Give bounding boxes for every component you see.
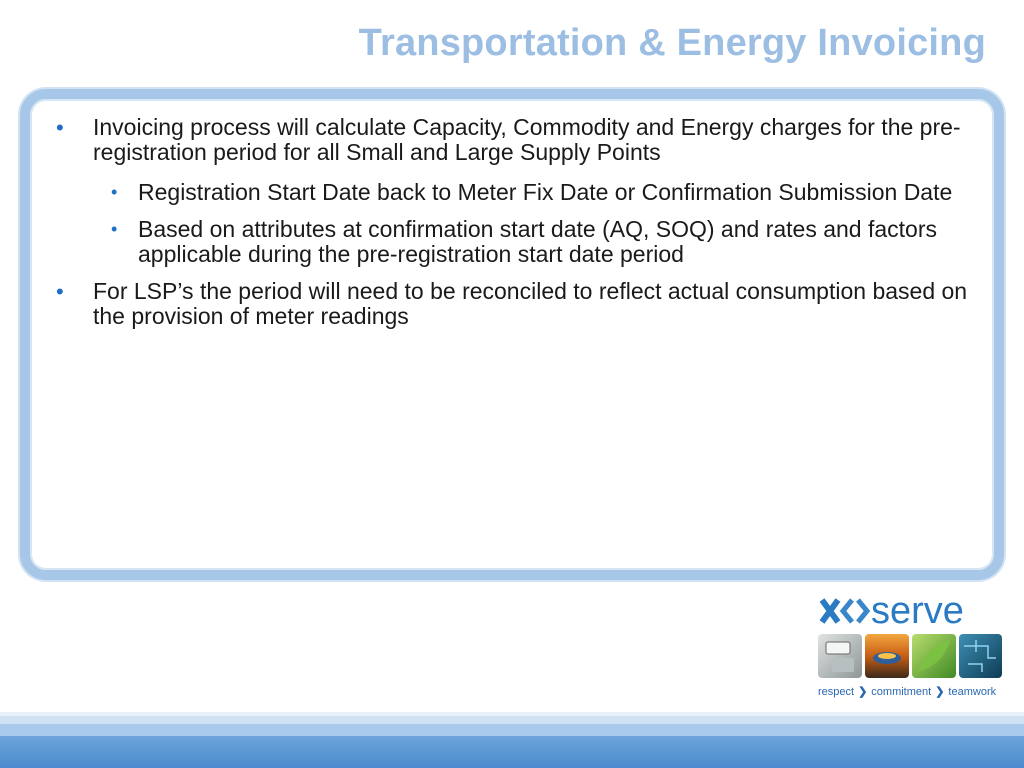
logo-tagline bbox=[818, 685, 996, 698]
svg-text:serve: serve bbox=[871, 590, 964, 632]
sub-bullet-item bbox=[56, 217, 976, 267]
bullet-marker: • bbox=[111, 182, 118, 202]
bullet-text: Based on attributes at confirmation start date (AQ, SOQ) and rates and factors applicable during the pre-registration start date period bbox=[138, 216, 938, 267]
bullet-list bbox=[56, 115, 976, 344]
bullet-marker: • bbox=[111, 219, 118, 239]
circuit-tile-icon bbox=[959, 634, 1002, 678]
slide-title: Transportation & Energy Invoicing bbox=[358, 22, 986, 64]
gas-flame-tile-icon bbox=[865, 634, 909, 678]
bullet-item bbox=[56, 279, 976, 329]
chevron-right-icon: ❯ bbox=[858, 686, 868, 698]
logo-image-tiles bbox=[818, 634, 1002, 678]
content-frame bbox=[20, 89, 1004, 580]
chevron-right-icon: ❯ bbox=[935, 686, 945, 698]
bullet-marker: • bbox=[56, 279, 64, 304]
tagline-respect: respect bbox=[818, 686, 855, 698]
leaf-tile-icon bbox=[912, 634, 956, 678]
bullet-text: For LSP’s the period will need to be reconciled to reflect actual consumption based on the provision of meter readings bbox=[93, 278, 968, 329]
tagline-commitment: commitment bbox=[871, 686, 932, 698]
footer-band bbox=[0, 712, 1024, 768]
bullet-text: Registration Start Date back to Meter Fix Date or Confirmation Submission Date bbox=[138, 179, 953, 205]
bullet-item bbox=[56, 115, 976, 165]
tagline-teamwork: teamwork bbox=[948, 686, 997, 698]
xoserve-wordmark bbox=[816, 588, 1006, 632]
sub-bullet-item bbox=[56, 180, 976, 205]
bullet-text: Invoicing process will calculate Capacity, Commodity and Energy charges for the pre-registration period for all Small and Large Supply Points bbox=[93, 114, 961, 165]
xoserve-logo bbox=[816, 588, 1006, 706]
meter-tile-icon bbox=[818, 634, 862, 678]
bullet-marker: • bbox=[56, 115, 64, 140]
